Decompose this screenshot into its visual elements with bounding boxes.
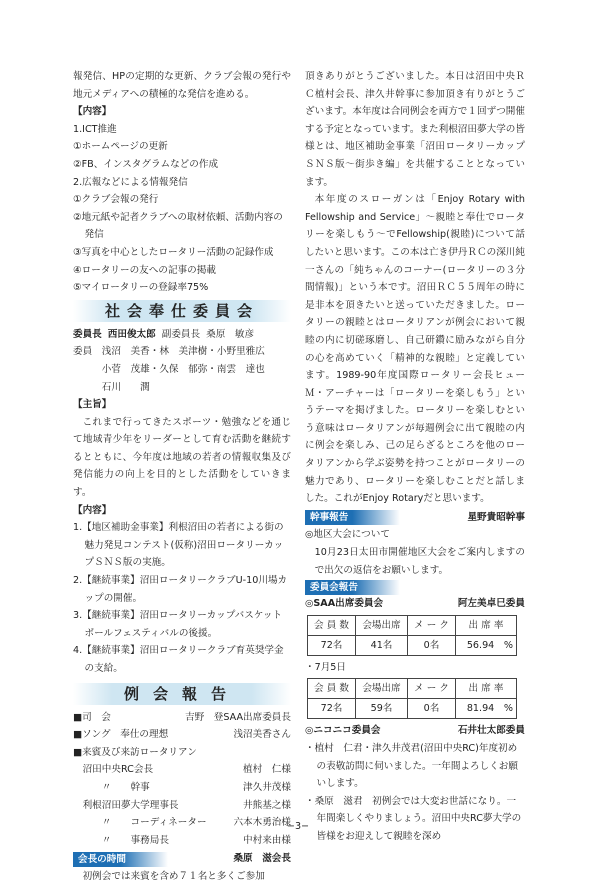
list-item: ①クラブ会報の発行 [73, 194, 159, 206]
report-row [73, 726, 291, 744]
report-label: 利根沼田夢大学理事長 [73, 799, 179, 811]
kanji-text2: 10月23日太田市開催地区大会をご案内しますので出欠の返信をお願いします。 [314, 547, 525, 576]
member-line: 小菅 茂雄・久保 郁弥・南雲 達也 [73, 363, 265, 375]
list-item: ・桑原 滋君 初例会では大変お世話になり。一年間楽しくやりましょう。沼田中央RC夢大学の皆様をお迎えして親睦を深め [305, 795, 522, 842]
report-name: 六本木勇治様 [233, 817, 291, 829]
report-name: 吉野 登SAA出席委員長 [184, 711, 291, 723]
list-item: ③写真を中心としたロータリー活動の記録作成 [73, 246, 274, 258]
table-header-cell: 会場出席 [356, 615, 408, 635]
report-label: 沼田中央RC会長 [73, 764, 154, 776]
kanji-tag: 幹事報告 [305, 510, 400, 525]
table-header-cell: 会場出席 [356, 679, 408, 699]
list-item: 2.広報などによる情報発信 [73, 176, 188, 188]
kanji-text1: ◎地区大会について [305, 529, 390, 541]
left-column [73, 68, 291, 886]
member-line: 石川 潤 [73, 381, 150, 393]
list-item: ①ホームページの更新 [73, 141, 168, 153]
report-row [73, 779, 291, 797]
niko-heading: ◎ニコニコ委員会 [305, 725, 381, 737]
table-cell: 72名 [308, 699, 356, 719]
shushi-text: これまで行ってきたスポーツ・勉強などを通じて地域青少年をリーダーとして育む活動を継続するとともに、今年度は地域の若者の情報収集及び発信能力の向上を目的とした活動をしていきます。 [73, 416, 291, 499]
report-name: 津久井茂様 [243, 781, 291, 793]
kaicho-tag: 会長の時間 [73, 852, 168, 867]
list-item: 4.【継続事業】沼田ロータリークラブ育英奨学金の支給。 [73, 645, 284, 674]
report-row [73, 761, 291, 779]
report-row [73, 797, 291, 815]
members-list [73, 343, 291, 396]
member-line: 委員 浅沼 美香・林 美津樹・小野里雅広 [73, 346, 265, 358]
kaicho-name: 桑原 滋会長 [233, 853, 291, 865]
naiyou-heading: 【内容】 [73, 106, 112, 118]
chair-name: 西田俊太郎 [107, 328, 156, 340]
list-item: 1.【地区補助金事業】利根沼田の若者による街の魅力発見コンテスト(仮称)沼田ロータリーカップＳＮＳ版の実施。 [73, 522, 284, 569]
report-name: 植村 仁様 [243, 764, 291, 776]
table-cell: 72名 [308, 635, 356, 655]
report-row [73, 744, 291, 762]
shushi-heading: 【主旨】 [73, 399, 112, 411]
list-item: ・植村 仁君・津久井茂君(沼田中央RC)年度初めの表敬訪問に伺いました。一年間よろしくお願いします。 [305, 743, 518, 790]
section-title-reikai: 例会報告 [73, 683, 291, 705]
report-label: ■来賓及び来訪ロータリアン [73, 746, 197, 758]
report-name: 井熊基之様 [243, 799, 291, 811]
kaicho-bar [73, 850, 291, 868]
table-cell: 81.94 % [456, 699, 517, 719]
report-name: 中村来由様 [243, 834, 291, 846]
niko-line [305, 722, 525, 740]
report-label: ■司 会 [73, 711, 111, 723]
naiyou2-heading: 【内容】 [73, 504, 112, 516]
list-item: ②地元紙や記者クラブへの取材依頼、活動内容の発信 [73, 211, 283, 241]
list-item: ②FB、インスタグラムなどの作成 [73, 158, 219, 170]
vice-name: 桑原 敏彦 [206, 328, 255, 340]
list-item: 1.ICT推進 [73, 123, 117, 135]
page-number: −3− [286, 821, 310, 832]
table-header-cell: メ ー ク [408, 615, 456, 635]
niko-name: 石井壮太郎委員 [457, 725, 525, 737]
attendance-table-2 [307, 678, 517, 719]
shakai-list [73, 519, 291, 677]
section-title-shakai: 社会奉仕委員会 [73, 300, 291, 322]
table-header-row [308, 679, 517, 699]
table-header-cell: 出 席 率 [456, 615, 517, 635]
table-row [308, 699, 517, 719]
table-header-cell: 会 員 数 [308, 679, 356, 699]
saa-line [305, 595, 525, 613]
report-label: ■ソング 奉仕の理想 [73, 729, 169, 741]
greeting-text: 頂きありがとうございました。本日は沼田中央ＲＣ植村会長、津久井幹事に参加頂き有りがとうございます。本年度は合同例会を両方で１回ずつ開催する予定となっています。また利根沼田夢大学の皆様とは、地区補助金事業「沼田ロータリーカップＳＮＳ版～街歩き編」を共催することとなっています。 [305, 71, 525, 188]
saa-name: 阿左美卓巳委員 [457, 598, 525, 610]
chair-role: 委員長 [73, 328, 102, 340]
kaicho-text: 初例会では来賓を含め７１名と多くご参加 [82, 870, 265, 882]
table-header-cell: 会 員 数 [308, 615, 356, 635]
report-label: 〃 コーディネーター [73, 817, 207, 829]
table-header-cell: 出 席 率 [456, 679, 517, 699]
table-cell: 0名 [408, 635, 456, 655]
report-row [73, 709, 291, 727]
report-label: 〃 事務局長 [73, 834, 169, 846]
table-cell: 0名 [408, 699, 456, 719]
ict-list [73, 121, 291, 297]
date2: ・7月5日 [305, 661, 346, 673]
kanji-bar [305, 509, 525, 527]
chair-line [73, 326, 291, 344]
list-item: 2.【継続事業】沼田ロータリークラブU-10川場カップの開催。 [73, 575, 288, 604]
table-cell: 41名 [356, 635, 408, 655]
table-header-row [308, 615, 517, 635]
table-header-cell: メ ー ク [408, 679, 456, 699]
table-row [308, 635, 517, 655]
kanji-name: 星野貴昭幹事 [467, 511, 525, 523]
slogan-text: 本年度のスローガンは「Enjoy Rotary with Fellowship and Service」～親睦と奉仕でロータリーを楽しもう～でFellowship(親睦)について話したいと思います。この本は亡き伊丹ＲＣの深川純一さんの「純ちゃんのコーナー(ロータリーの３分間情報)」という本です。沼田ＲＣ５５周年の時に是非本を頂きたいと送っていただきました。ロータリーの親睦とはロータリアンが例会において親睦の内に切磋琢磨し、自己研鑽に励みながら自分の心を高めていく「精神的な親睦」と定義しています。1989-90年度国際ロータリー会長ヒューＭ・アーチャーは「ロータリーを楽しもう」というテーマを掲げました。ロータリーを楽しむという意味はロータリアンが毎週例会に出て親睦の内に例会を楽しみ、己の足らざるところを他のロータリアンから学ぶ姿勢を持つことがロータリーの魅力であり、ロータリーを楽しむことだと話しました。これがEnjoy Rotaryだと思います。 [305, 194, 525, 505]
iin-bar [305, 580, 525, 595]
report-name: 浅沼美香さん [233, 729, 291, 741]
table-cell: 56.94 % [456, 635, 517, 655]
table-cell: 59名 [356, 699, 408, 719]
saa-heading: ◎SAA出席委員会 [305, 598, 384, 610]
iin-tag: 委員会報告 [305, 580, 400, 595]
vice-role: 副委員長 [161, 328, 201, 340]
list-item: 3.【継続事業】沼田ロータリーカップバスケットボールフェスティバルの後援。 [73, 610, 283, 639]
list-item: ⑤マイロータリーの登録率75% [73, 282, 209, 294]
report-label: 〃 幹事 [73, 781, 150, 793]
list-item: ④ロータリーの友への記事の掲載 [73, 264, 216, 276]
attendance-table-1 [307, 615, 517, 656]
intro-text: 報発信、HPの定期的な更新、クラブ会報の発行や地元メディアへの積極的な発信を進める。 [73, 71, 291, 100]
right-column [305, 68, 525, 846]
